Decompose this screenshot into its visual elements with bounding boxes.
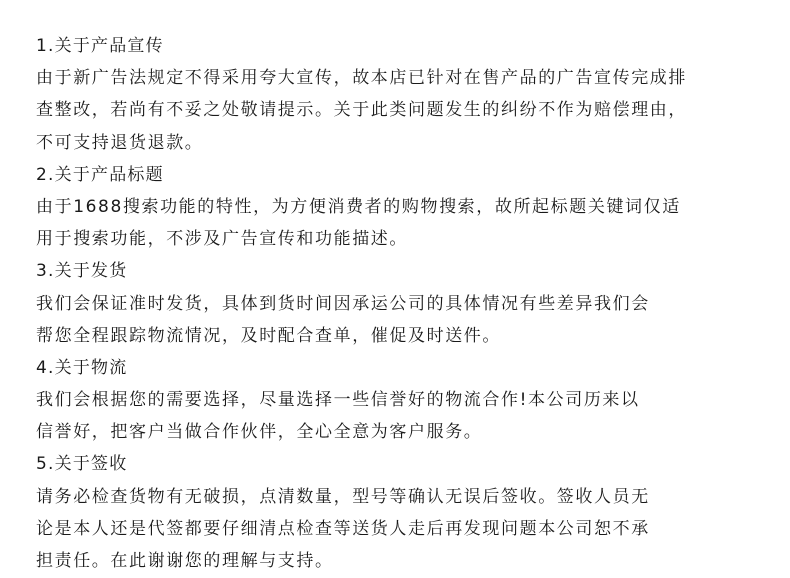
section-logistics	[36, 352, 766, 449]
section-heading: 5.关于签收	[36, 454, 128, 475]
section-heading: 1.关于产品宣传	[36, 36, 164, 56]
body-line: 我们会保证准时发货，具体到货时间因承运公司的具体情况有些差异我们会	[36, 293, 650, 314]
section-product-promotion	[36, 30, 766, 159]
section-shipping	[36, 255, 766, 352]
section-receipt	[36, 448, 766, 577]
section-heading: 3.关于发货	[36, 261, 128, 282]
body-line: 我们会根据您的需要选择，尽量选择一些信誉好的物流合作!本公司历来以	[36, 390, 640, 411]
body-line: 请务必检查货物有无破损，点清数量，型号等确认无误后签收。签收人员无	[36, 486, 650, 507]
body-line: 由于1688搜索功能的特性，为方便消费者的购物搜索，故所起标题关键词仅适	[36, 196, 681, 217]
body-line: 担责任。在此谢谢您的理解与支持。	[36, 551, 334, 571]
body-line: 查整改，若尚有不妥之处敬请提示。关于此类问题发生的纠纷不作为赔偿理由，	[36, 100, 687, 121]
section-heading: 2.关于产品标题	[36, 164, 164, 185]
body-line: 帮您全程跟踪物流情况，及时配合查单，催促及时送件。	[36, 325, 501, 346]
body-line: 不可支持退货退款。	[36, 132, 204, 153]
body-line: 由于新广告法规定不得采用夸大宣传，故本店已针对在售产品的广告宣传完成排	[36, 68, 687, 89]
body-line: 用于搜索功能，不涉及广告宣传和功能描述。	[36, 229, 408, 250]
section-product-title	[36, 159, 766, 256]
section-heading: 4.关于物流	[36, 357, 128, 378]
body-line: 论是本人还是代签都要仔细清点检查等送货人走后再发现问题本公司恕不承	[36, 518, 650, 539]
body-line: 信誉好，把客户当做合作伙伴，全心全意为客户服务。	[36, 422, 483, 443]
notice-document	[36, 30, 766, 577]
